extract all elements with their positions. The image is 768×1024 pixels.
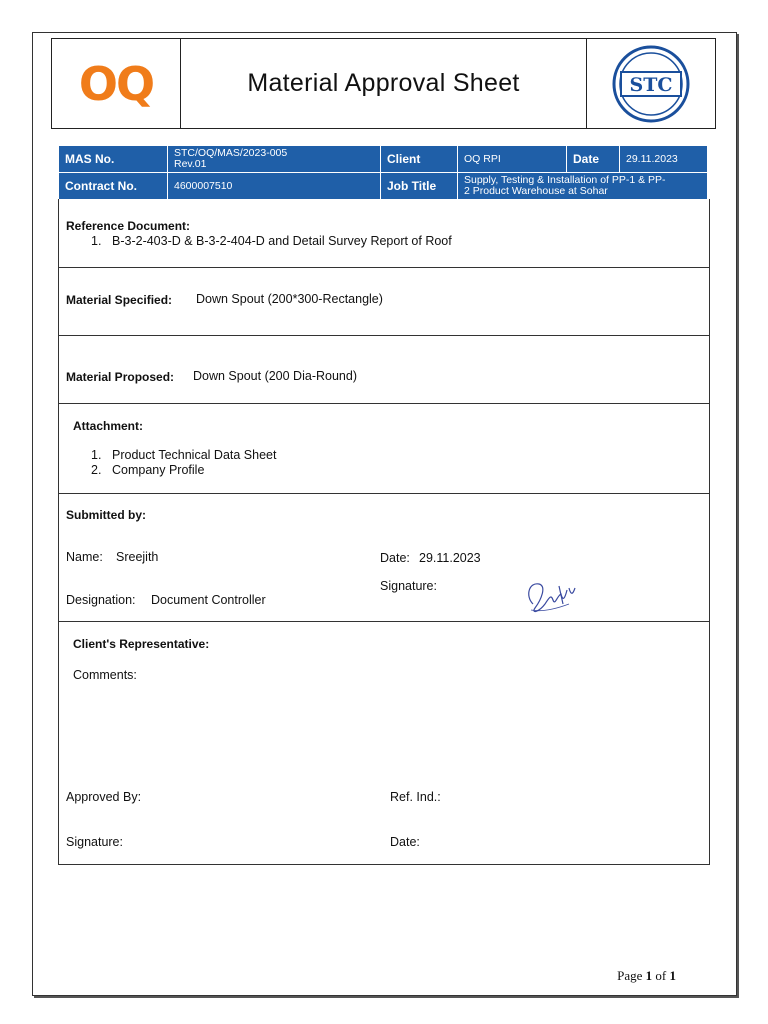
- material-specified-label: Material Specified:: [66, 293, 173, 307]
- oq-logo: OQ: [52, 39, 181, 128]
- job-value-line1: Supply, Testing & Installation of PP-1 & PP-: [464, 174, 666, 186]
- approved-by-label: Approved By:: [66, 790, 142, 804]
- attachment-item-1-number: 1.: [91, 448, 102, 462]
- designation-label: Designation:: [66, 593, 136, 607]
- name-label: Name:: [66, 550, 103, 564]
- material-proposed-value: Down Spout (200 Dia-Round): [193, 369, 357, 383]
- submitted-signature-label: Signature:: [380, 579, 437, 593]
- stc-seal-icon: [611, 44, 691, 124]
- attachment-heading: Attachment:: [73, 419, 144, 433]
- page-number: [617, 968, 676, 984]
- attachment-item-1: Product Technical Data Sheet: [112, 448, 277, 462]
- document-body: [58, 199, 710, 865]
- attachment-item-2: Company Profile: [112, 463, 205, 477]
- date-label: Date: [567, 146, 620, 173]
- mas-value: [168, 146, 381, 173]
- material-specified-value: Down Spout (200*300-Rectangle): [196, 292, 383, 306]
- client-rep-heading: Client's Representative:: [73, 637, 210, 651]
- document-header: [51, 38, 716, 129]
- attachment-section: [59, 404, 709, 494]
- document-title: Material Approval Sheet: [247, 69, 520, 97]
- submitted-date-label: Date:: [380, 551, 410, 565]
- reference-section: [59, 199, 709, 268]
- reference-item: B-3-2-403-D & B-3-2-404-D and Detail Survey Report of Roof: [112, 234, 452, 248]
- stc-logo-text: STC: [629, 73, 673, 96]
- client-rep-section: [59, 622, 709, 864]
- client-date-label: Date:: [390, 835, 420, 849]
- reference-item-number: 1.: [91, 234, 102, 248]
- reference-heading: Reference Document:: [66, 219, 191, 233]
- job-title-value: [458, 173, 708, 200]
- mas-value-line1: STC/OQ/MAS/2023-005: [174, 147, 288, 159]
- page-word: Page: [617, 968, 643, 983]
- page-total: 1: [669, 968, 676, 983]
- mas-value-line2: Rev.01: [174, 158, 207, 170]
- ref-ind-label: Ref. Ind.:: [390, 790, 441, 804]
- page-current: 1: [645, 968, 653, 983]
- job-value-line2: 2 Product Warehouse at Sohar: [464, 185, 608, 197]
- date-value: 29.11.2023: [620, 146, 708, 173]
- client-signature-label: Signature:: [66, 835, 123, 849]
- contract-value: 4600007510: [168, 173, 381, 200]
- submitted-section: [59, 494, 709, 622]
- material-specified-section: [59, 268, 709, 336]
- page-of-word: of: [655, 968, 667, 983]
- attachment-item-2-number: 2.: [91, 463, 102, 477]
- stc-logo: [586, 39, 715, 128]
- info-table: [58, 145, 708, 200]
- comments-label: Comments:: [73, 668, 137, 682]
- contract-label: Contract No.: [59, 173, 168, 200]
- material-proposed-section: [59, 336, 709, 404]
- job-title-label: Job Title: [381, 173, 458, 200]
- client-value: OQ RPI: [458, 146, 567, 173]
- info-row-1: [59, 146, 708, 173]
- signature-icon: [519, 574, 579, 618]
- material-proposed-label: Material Proposed:: [66, 370, 175, 384]
- submitted-heading: Submitted by:: [66, 508, 146, 522]
- submitted-date-value: 29.11.2023: [419, 551, 481, 565]
- designation-value: Document Controller: [151, 593, 266, 607]
- client-label: Client: [381, 146, 458, 173]
- name-value: Sreejith: [116, 550, 159, 564]
- mas-label: MAS No.: [59, 146, 168, 173]
- info-row-2: [59, 173, 708, 200]
